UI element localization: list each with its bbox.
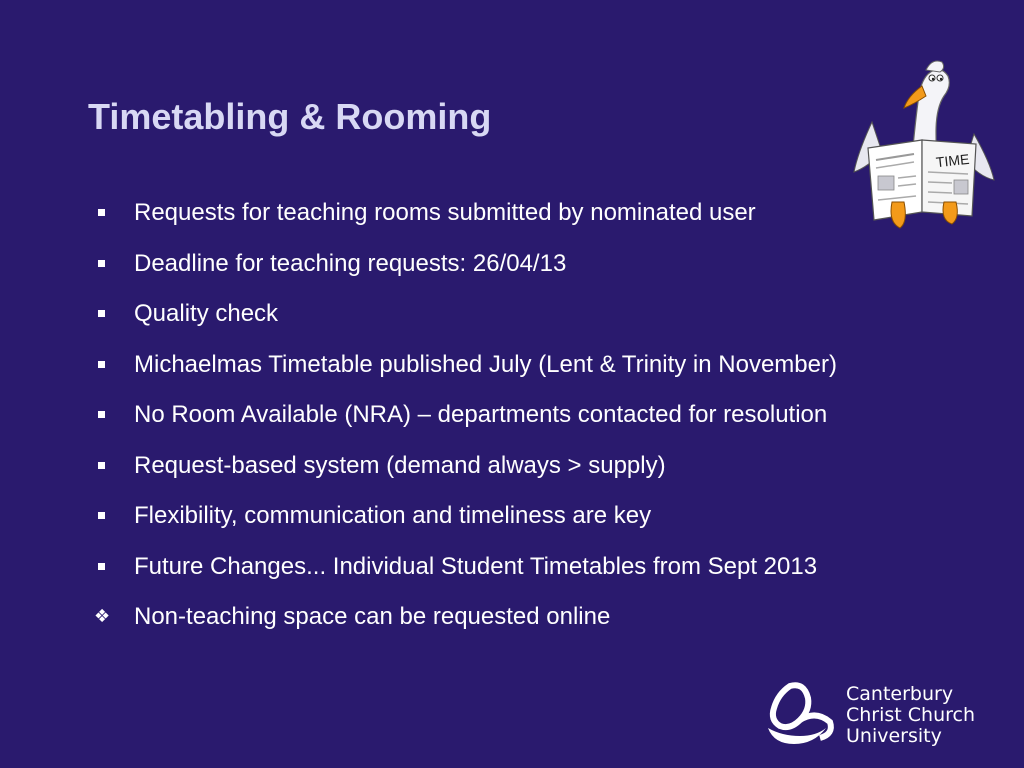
- bullet-text: Flexibility, communication and timeliness are key: [134, 502, 652, 529]
- university-logo: [760, 680, 1000, 750]
- square-bullet-icon: [98, 310, 105, 317]
- bullet-text: Michaelmas Timetable published July (Lent & Trinity in November): [134, 350, 837, 378]
- bullet-text: Request-based system (demand always > supply): [134, 451, 666, 479]
- square-bullet-icon: [98, 411, 105, 418]
- bullet-item: [96, 600, 896, 634]
- slide-title: Timetabling & Rooming: [88, 96, 492, 137]
- university-logo-icon: [760, 680, 840, 750]
- bullet-text: Future Changes... Individual Student Timetables from Sept 2013: [134, 552, 818, 580]
- bullet-item: [96, 297, 896, 331]
- bullet-text: No Room Available (NRA) – departments contacted for resolution: [134, 401, 828, 428]
- university-name-line-3: University: [846, 725, 942, 747]
- university-name-line-2: Christ Church: [846, 704, 976, 726]
- university-name: [846, 684, 975, 747]
- diamond-bullet-icon: ❖: [94, 606, 111, 626]
- bullet-text: Non-teaching space can be requested online: [134, 603, 611, 630]
- square-bullet-icon: [98, 563, 105, 570]
- bullet-item: [96, 196, 896, 230]
- bullet-item: [96, 398, 896, 432]
- bullet-item: [96, 449, 896, 483]
- goose-reading-newspaper-icon: [848, 52, 998, 232]
- university-name-line-1: Canterbury: [846, 683, 954, 705]
- square-bullet-icon: [98, 209, 105, 216]
- bullet-item: [96, 247, 896, 281]
- bullet-text: Requests for teaching rooms submitted by nominated user: [134, 199, 756, 226]
- bullet-item: [96, 550, 896, 584]
- newspaper-title: TIME: [935, 150, 971, 171]
- square-bullet-icon: [98, 260, 105, 267]
- square-bullet-icon: [98, 361, 105, 368]
- bullet-item: [96, 348, 896, 382]
- square-bullet-icon: [98, 462, 105, 469]
- bullet-text: Quality check: [134, 300, 279, 327]
- bullet-list: [96, 196, 896, 651]
- bullet-item: [96, 499, 896, 533]
- bullet-text: Deadline for teaching requests: 26/04/13: [134, 249, 567, 277]
- square-bullet-icon: [98, 512, 105, 519]
